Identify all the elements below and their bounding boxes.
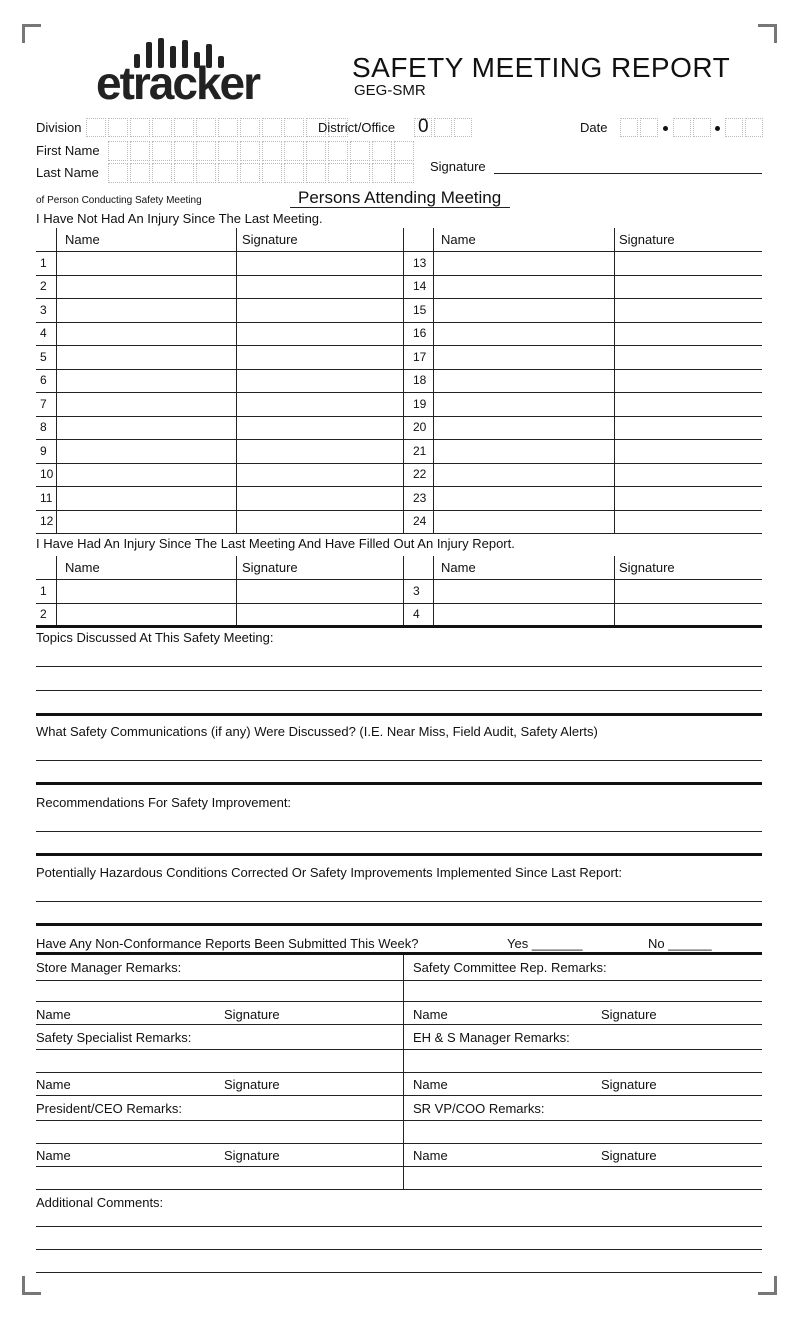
president-label: President/CEO Remarks: (36, 1101, 182, 1116)
char-box[interactable] (130, 163, 150, 183)
table-row[interactable] (36, 603, 762, 604)
char-box[interactable] (350, 163, 370, 183)
col-signature-header: Signature (242, 232, 298, 247)
divider (36, 952, 762, 955)
row-number: 1 (40, 255, 47, 270)
char-box[interactable] (108, 118, 128, 137)
name-label: Name (413, 1077, 448, 1092)
row-number: 2 (40, 279, 47, 294)
sr-vp-label: SR VP/COO Remarks: (413, 1101, 545, 1116)
recommendations-line[interactable] (36, 831, 762, 832)
row-number: 3 (40, 302, 47, 317)
char-box[interactable] (725, 118, 743, 137)
date-month-input[interactable] (620, 118, 660, 137)
table-column-line (56, 556, 57, 626)
district-label: District/Office (318, 120, 396, 135)
signature-label: Signature (224, 1148, 280, 1163)
no-field[interactable]: No ______ (648, 936, 712, 951)
col-signature-header: Signature (619, 232, 675, 247)
crop-mark-bottom-left (22, 1276, 41, 1295)
col-name-header: Name (441, 232, 476, 247)
row-number: 23 (413, 490, 427, 505)
attending-title: Persons Attending Meeting (298, 188, 502, 207)
comments-line[interactable] (36, 1272, 762, 1273)
char-box[interactable] (152, 118, 172, 137)
remarks-line[interactable] (36, 1072, 762, 1073)
signature-label: Signature (224, 1077, 280, 1092)
signature-label: Signature (224, 1007, 280, 1022)
remarks-line[interactable] (36, 980, 762, 981)
char-box[interactable] (262, 141, 282, 161)
recommendations-label: Recommendations For Safety Improvement: (36, 795, 292, 810)
char-box[interactable] (108, 163, 128, 183)
safety-specialist-label: Safety Specialist Remarks: (36, 1030, 192, 1045)
char-box[interactable] (196, 118, 216, 137)
row-number: 21 (413, 443, 427, 458)
remarks-line (36, 1024, 762, 1025)
row-number: 24 (413, 514, 427, 529)
name-label: Name (36, 1007, 71, 1022)
date-separator (715, 126, 720, 131)
char-box[interactable] (306, 141, 326, 161)
communications-label: What Safety Communications (if any) Were Discussed? (I.E. Near Miss, Field Audit, Safety Alerts) (36, 724, 598, 739)
row-number: 13 (413, 255, 427, 270)
remarks-line[interactable] (36, 1120, 762, 1121)
table-column-line (614, 556, 615, 626)
char-box[interactable] (693, 118, 711, 137)
char-box[interactable] (394, 163, 414, 183)
division-input[interactable] (86, 118, 350, 137)
char-box[interactable] (174, 141, 194, 161)
char-box[interactable] (108, 141, 128, 161)
char-box[interactable] (86, 118, 106, 137)
topics-label: Topics Discussed At This Safety Meeting: (36, 630, 274, 645)
char-box[interactable] (454, 118, 472, 137)
communications-line[interactable] (36, 760, 762, 761)
char-box[interactable] (640, 118, 658, 137)
char-box[interactable] (306, 163, 326, 183)
row-number: 6 (40, 373, 47, 388)
date-year-input[interactable] (725, 118, 765, 137)
table-row[interactable] (36, 345, 762, 346)
comments-line[interactable] (36, 1226, 762, 1227)
char-box[interactable] (152, 163, 172, 183)
row-number: 4 (413, 607, 420, 622)
char-box[interactable] (174, 163, 194, 183)
crop-mark-bottom-right (758, 1276, 777, 1295)
table-row[interactable] (36, 298, 762, 299)
col-name-header: Name (65, 232, 100, 247)
char-box[interactable] (394, 141, 414, 161)
table-row[interactable] (36, 322, 762, 323)
row-number: 1 (40, 583, 47, 598)
char-box[interactable] (218, 163, 238, 183)
additional-comments-label: Additional Comments: (36, 1195, 164, 1210)
row-number: 11 (40, 490, 53, 505)
remarks-line (36, 1189, 762, 1190)
signature-label: Signature (601, 1148, 657, 1163)
char-box[interactable] (130, 141, 150, 161)
char-box[interactable] (152, 141, 172, 161)
hazards-line[interactable] (36, 901, 762, 902)
division-label: Division (36, 120, 82, 135)
char-box[interactable] (262, 118, 282, 137)
divider (36, 625, 762, 628)
signature-label: Signature (601, 1007, 657, 1022)
nonconformance-label: Have Any Non-Conformance Reports Been Submitted This Week? (36, 936, 419, 951)
topics-line[interactable] (36, 690, 762, 691)
section2-heading: I Have Had An Injury Since The Last Meeting And Have Filled Out An Injury Report. (36, 536, 515, 551)
table-column-line (236, 556, 237, 626)
divider (36, 713, 762, 716)
signature-label: Signature (430, 159, 486, 174)
char-box[interactable] (196, 163, 216, 183)
last-name-input[interactable] (108, 163, 416, 183)
row-number: 9 (40, 443, 47, 458)
char-box[interactable] (372, 141, 392, 161)
row-number: 2 (40, 607, 47, 622)
char-box[interactable] (196, 141, 216, 161)
name-label: Name (36, 1148, 71, 1163)
date-separator (663, 126, 668, 131)
char-box[interactable] (240, 118, 260, 137)
table-row[interactable] (36, 275, 762, 276)
row-number: 3 (413, 583, 420, 598)
char-box[interactable] (745, 118, 763, 137)
table-column-line (403, 556, 404, 626)
hazards-label: Potentially Hazardous Conditions Corrected Or Safety Improvements Implemented Since Last Report: (36, 865, 622, 880)
row-number: 10 (40, 467, 54, 482)
char-box[interactable] (130, 118, 150, 137)
char-box[interactable] (284, 141, 304, 161)
row-number: 4 (40, 326, 47, 341)
name-label: Name (413, 1148, 448, 1163)
char-box[interactable] (240, 163, 260, 183)
crop-mark-top-left (22, 24, 41, 43)
col-name-header: Name (441, 560, 476, 575)
col-signature-header: Signature (242, 560, 298, 575)
table-row[interactable] (36, 416, 762, 417)
safety-committee-label: Safety Committee Rep. Remarks: (413, 960, 607, 975)
row-number: 8 (40, 420, 47, 435)
attending-underline (290, 207, 510, 208)
last-name-label: Last Name (36, 165, 99, 180)
table-column-line (433, 556, 434, 626)
char-box[interactable] (174, 118, 194, 137)
table-row[interactable] (36, 486, 762, 487)
date-day-input[interactable] (673, 118, 713, 137)
char-box[interactable] (372, 163, 392, 183)
table-header-line (36, 579, 762, 580)
divider (36, 853, 762, 856)
char-box[interactable] (350, 141, 370, 161)
col-signature-header: Signature (619, 560, 675, 575)
district-value: 0 (418, 116, 429, 137)
char-box[interactable] (620, 118, 638, 137)
remarks-line (36, 1095, 762, 1096)
row-number: 19 (413, 396, 427, 411)
crop-mark-top-right (758, 24, 777, 43)
char-box[interactable] (284, 118, 304, 137)
date-label: Date (580, 120, 608, 135)
store-manager-label: Store Manager Remarks: (36, 960, 182, 975)
remarks-line[interactable] (36, 1166, 762, 1167)
char-box[interactable] (328, 163, 348, 183)
row-number: 14 (413, 279, 427, 294)
char-box[interactable] (218, 118, 238, 137)
row-number: 15 (413, 302, 427, 317)
first-name-input[interactable] (108, 141, 416, 161)
remarks-line[interactable] (36, 1143, 762, 1144)
row-number: 12 (40, 514, 54, 529)
remarks-line[interactable] (36, 1049, 762, 1050)
divider (36, 923, 762, 926)
table-row[interactable] (36, 510, 762, 511)
char-box[interactable] (218, 141, 238, 161)
table-row[interactable] (36, 533, 762, 534)
table-row[interactable] (36, 369, 762, 370)
topics-line[interactable] (36, 666, 762, 667)
first-name-label: First Name (36, 143, 100, 158)
person-note: of Person Conducting Safety Meeting (36, 195, 202, 206)
table-header-line (36, 251, 762, 252)
name-label: Name (413, 1007, 448, 1022)
comments-line[interactable] (36, 1249, 762, 1250)
yes-field[interactable]: Yes _______ (507, 936, 583, 951)
remarks-line[interactable] (36, 1001, 762, 1002)
page-title: SAFETY MEETING REPORT (352, 52, 731, 83)
ehs-manager-label: EH & S Manager Remarks: (413, 1030, 570, 1045)
row-number: 7 (40, 396, 47, 411)
char-box[interactable] (284, 163, 304, 183)
table-row[interactable] (36, 439, 762, 440)
char-box[interactable] (434, 118, 452, 137)
signature-line[interactable] (494, 173, 762, 174)
section1-heading: I Have Not Had An Injury Since The Last Meeting. (36, 211, 323, 226)
char-box[interactable] (328, 141, 348, 161)
signature-label: Signature (601, 1077, 657, 1092)
char-box[interactable] (673, 118, 691, 137)
table-row[interactable] (36, 392, 762, 393)
row-number: 16 (413, 326, 427, 341)
form-code: GEG-SMR (354, 82, 426, 99)
row-number: 18 (413, 373, 427, 388)
row-number: 22 (413, 467, 427, 482)
row-number: 5 (40, 349, 47, 364)
row-number: 17 (413, 349, 427, 364)
divider (36, 782, 762, 785)
row-number: 20 (413, 420, 427, 435)
char-box[interactable] (240, 141, 260, 161)
etracker-logo: etracker (96, 38, 264, 104)
col-name-header: Name (65, 560, 100, 575)
name-label: Name (36, 1077, 71, 1092)
char-box[interactable] (262, 163, 282, 183)
table-row[interactable] (36, 463, 762, 464)
